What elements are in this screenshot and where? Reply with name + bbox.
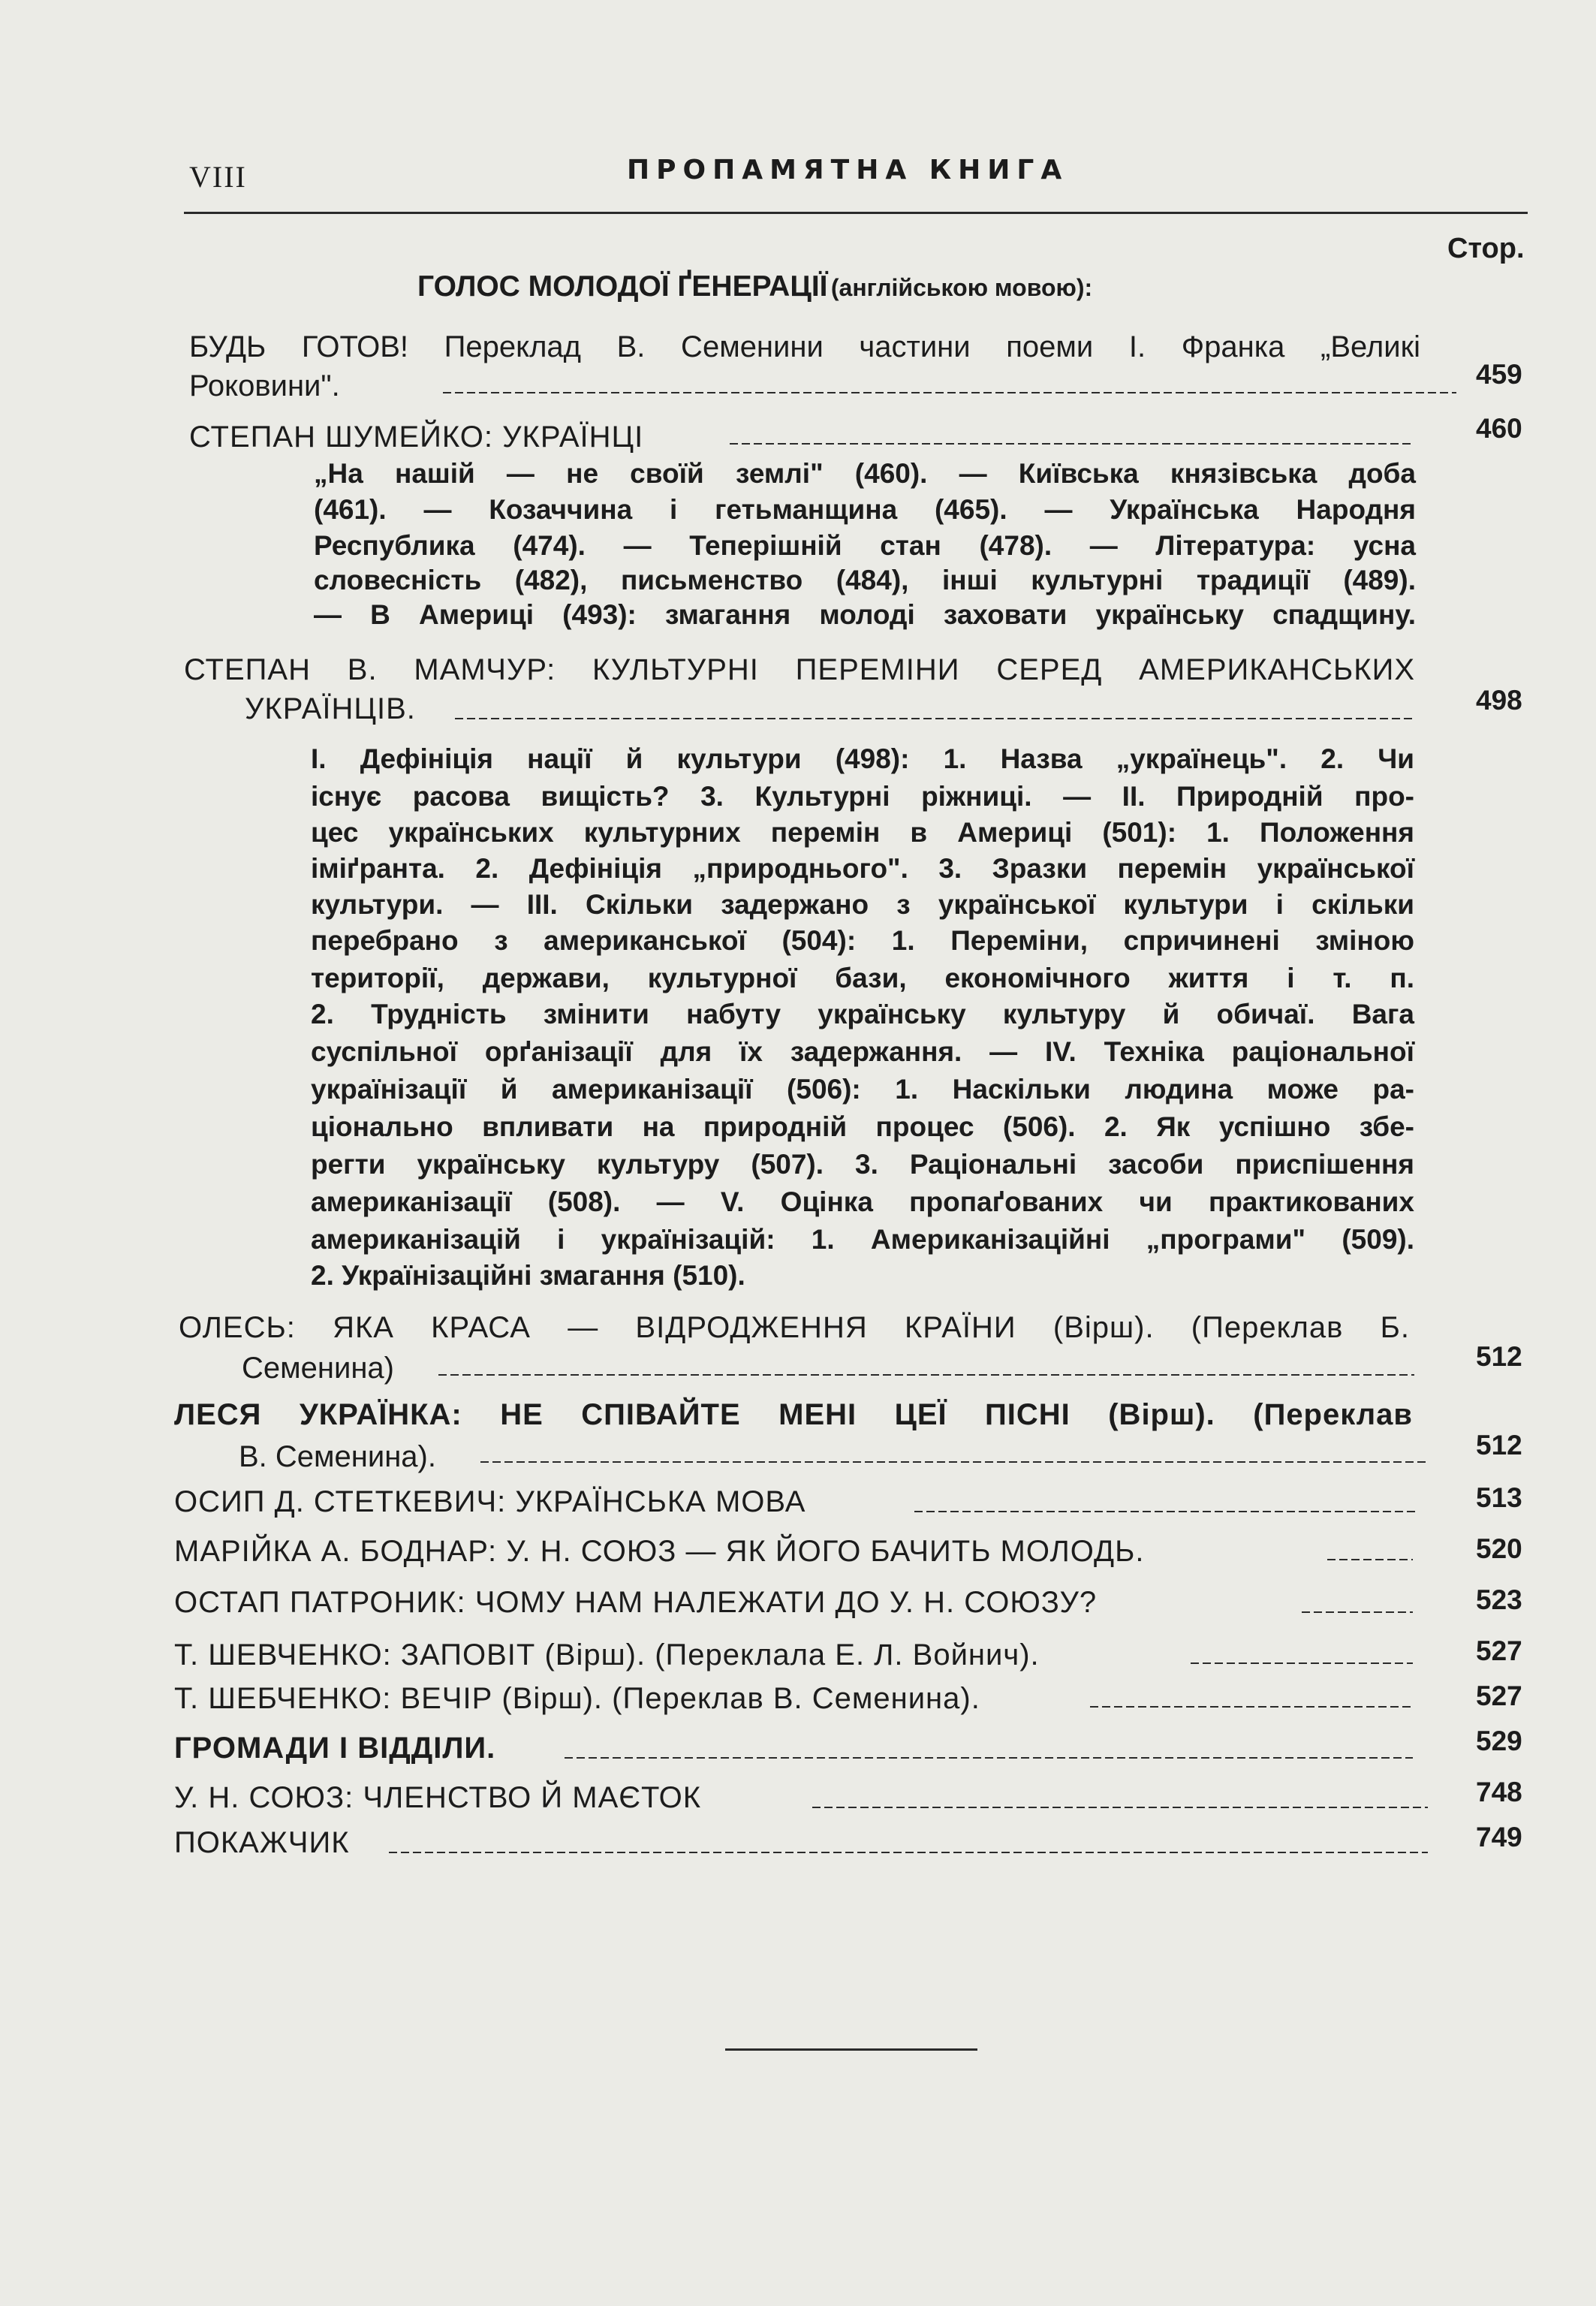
section-heading: ГОЛОС МОЛОДОЇ ҐЕНЕРАЦІЇ [417, 270, 828, 303]
toc-entry-title: ОЛЕСЬ: ЯКА КРАСА — ВІДРОДЖЕННЯ КРАЇНИ (Вірш). (Переклав Б. [179, 1311, 1410, 1344]
toc-subtopic-line: I. Дефініція нації й культури (498): 1. Назва „українець". 2. Чи [311, 743, 1414, 774]
dot-leader [1090, 1706, 1413, 1708]
toc-entry-page: 513 [1476, 1482, 1522, 1513]
toc-entry-title-cont: В. Семенина). [239, 1440, 436, 1473]
dot-leader [812, 1807, 1428, 1808]
toc-entry-page: 498 [1476, 685, 1522, 716]
toc-entry-title: ОСТАП ПАТРОНИК: ЧОМУ НАМ НАЛЕЖАТИ ДО У. Н. СОЮЗУ? [174, 1586, 1098, 1619]
toc-entry-title: БУДЬ ГОТОВ! Переклад В. Семенини частини поеми І. Франка „Великі [189, 330, 1420, 363]
dot-leader [1327, 1559, 1413, 1560]
toc-entry-title: ЛЕСЯ УКРАЇНКА: НЕ СПІВАЙТЕ МЕНІ ЦЕЇ ПІСНІ (Вірш). (Переклав [174, 1398, 1413, 1431]
toc-subtopic-line: перебрано з американської (504): 1. Переміни, спричинені зміною [311, 925, 1414, 956]
toc-subtopic-line: іміґранта. 2. Дефініція „природнього". 3. Зразки перемін української [311, 853, 1414, 884]
toc-entry-page: 459 [1476, 359, 1522, 390]
toc-entry-title: ПОКАЖЧИК [174, 1826, 350, 1859]
dot-leader [438, 1374, 1414, 1376]
toc-subtopic-line: суспільної орґанізації для їх задержання. — IV. Техніка раціональної [311, 1036, 1414, 1067]
dot-leader [914, 1511, 1417, 1512]
section-note: (англійською мовою): [830, 274, 1093, 301]
toc-subtopic-line: українізації й американізації (506): 1. Наскільки людина може ра- [311, 1074, 1414, 1105]
header-rule [184, 212, 1528, 214]
running-title: ПРОПАМЯТНА КНИГА [627, 155, 1069, 185]
toc-subtopic-line: американізації (508). — V. Оцінка пропаґованих чи практикованих [311, 1186, 1414, 1217]
toc-entry-title: ГРОМАДИ І ВІДДІЛИ. [174, 1732, 496, 1765]
toc-entry-title-cont: УКРАЇНЦІВ. [245, 692, 416, 725]
toc-subtopic-line: словесність (482), письменство (484), інші культурні традиції (489). [314, 565, 1416, 595]
toc-subtopic-line: 2. Українізаційні змагання (510). [311, 1260, 745, 1291]
section-title [417, 270, 1092, 303]
toc-entry-title-cont: Роковини". [189, 369, 340, 402]
dot-leader [730, 443, 1413, 445]
toc-entry-page: 520 [1476, 1533, 1522, 1564]
toc-entry-page: 749 [1476, 1822, 1522, 1852]
toc-entry-page: 523 [1476, 1584, 1522, 1615]
toc-subtopic-line: (461). — Козаччина і гетьманщина (465). — Українська Народня [314, 494, 1416, 525]
toc-subtopic-line: території, держави, культурної бази, економічного життя і т. п. [311, 963, 1414, 993]
dot-leader [480, 1461, 1426, 1463]
toc-entry-page: 527 [1476, 1681, 1522, 1711]
toc-entry-page: 529 [1476, 1726, 1522, 1756]
toc-subtopic-line: 2. Трудність змінити набуту українську культуру й обичаї. Вага [311, 999, 1414, 1029]
dot-leader [1302, 1611, 1413, 1613]
toc-subtopic-line: існує расова вищість? 3. Культурні ріжниці. — II. Природній про- [311, 781, 1414, 812]
toc-subtopic-line: американізацій і українізацій: 1. Американізаційні „програми" (509). [311, 1224, 1414, 1255]
toc-entry-title-cont: Семенина) [242, 1352, 394, 1385]
closing-rule [725, 2048, 977, 2051]
toc-entry-title: СТЕПАН ШУМЕЙКО: УКРАЇНЦІ [189, 421, 644, 454]
toc-entry-page: 527 [1476, 1635, 1522, 1666]
dot-leader [565, 1757, 1413, 1759]
toc-entry-title: Т. ШЕБЧЕНКО: ВЕЧІР (Вірш). (Переклав В. Семенина). [174, 1682, 980, 1715]
toc-entry-page: 512 [1476, 1341, 1522, 1372]
dot-leader [455, 718, 1416, 719]
page-folio: VIII [189, 160, 247, 194]
toc-subtopic-line: „На нашій — не своїй землі" (460). — Київська князівська доба [314, 458, 1416, 489]
dot-leader [443, 392, 1456, 393]
toc-subtopic-line: — В Америці (493): змагання молоді заховати українську спадщину. [314, 599, 1416, 630]
page-column-label: Стор. [1447, 233, 1525, 264]
toc-entry-title: Т. ШЕВЧЕНКО: ЗАПОВІТ (Вірш). (Переклала Е. Л. Войнич). [174, 1638, 1040, 1671]
dot-leader [389, 1852, 1428, 1853]
toc-entry-page: 748 [1476, 1777, 1522, 1807]
toc-subtopic-line: культури. — III. Скільки задержано з української культури і скільки [311, 889, 1414, 920]
toc-subtopic-line: цес українських культурних перемін в Америці (501): 1. Положення [311, 817, 1414, 848]
toc-subtopic-line: ціонально впливати на природній процес (506). 2. Як успішно збе- [311, 1111, 1414, 1142]
toc-entry-page: 512 [1476, 1430, 1522, 1460]
toc-subtopic-line: Республика (474). — Теперішній стан (478). — Література: усна [314, 530, 1416, 561]
toc-subtopic-line: регти українську культуру (507). 3. Раціональні засоби приспішення [311, 1149, 1414, 1180]
toc-entry-title: У. Н. СОЮЗ: ЧЛЕНСТВО Й МАЄТОК [174, 1781, 702, 1814]
toc-entry-title: ОСИП Д. СТЕТКЕВИЧ: УКРАЇНСЬКА МОВА [174, 1485, 806, 1518]
toc-entry-page: 460 [1476, 413, 1522, 444]
toc-entry-title: СТЕПАН В. МАМЧУР: КУЛЬТУРНІ ПЕРЕМІНИ СЕРЕД АМЕРИКАНСЬКИХ [184, 653, 1415, 686]
toc-entry-title: МАРІЙКА А. БОДНАР: У. Н. СОЮЗ — ЯК ЙОГО БАЧИТЬ МОЛОДЬ. [174, 1535, 1145, 1568]
dot-leader [1191, 1662, 1413, 1664]
